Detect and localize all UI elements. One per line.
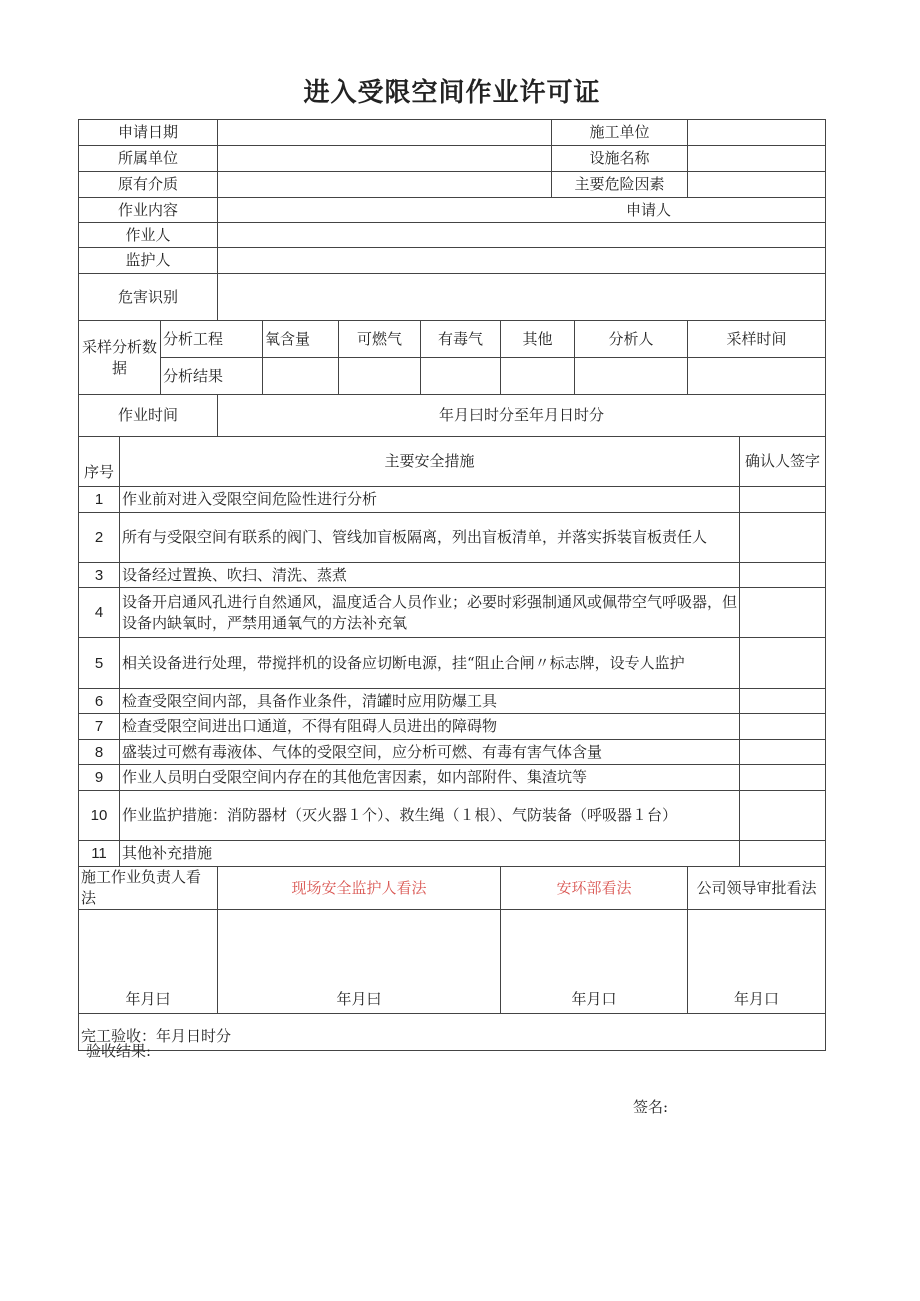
measure-sign[interactable] (740, 487, 826, 513)
oxygen-label: 氧含量 (263, 321, 339, 358)
company-opinion-label: 公司领导审批看法 (688, 867, 826, 910)
measure-text: 作业监护措施：消防器材（灭火器１个）、救生绳（１根）、气防装备（呼吸器１台） (120, 791, 740, 841)
company-opinion-box[interactable] (688, 910, 826, 1014)
measure-no: 10 (79, 791, 120, 841)
measure-no: 7 (79, 714, 120, 740)
measure-sign[interactable] (740, 791, 826, 841)
signature-label: 签名: (633, 1098, 669, 1116)
dept-field[interactable] (218, 146, 552, 172)
supervisor-date: 年月曰 (336, 990, 382, 1008)
measure-text: 设备开启通风孔进行自然通风，温度适合人员作业；必要时彩强制通风或佩带空气呼吸器，但设备内缺氧时，严禁用通氧气的方法补充氧 (120, 588, 740, 638)
analysis-project-label: 分析工程 (161, 321, 263, 358)
measure-sign[interactable] (740, 714, 826, 740)
contractor-field[interactable] (688, 120, 826, 146)
analyst-label: 分析人 (575, 321, 688, 358)
company-date: 年月口 (734, 990, 780, 1008)
ehs-opinion-box[interactable] (501, 910, 688, 1014)
sign-header: 确认人签字 (740, 437, 826, 487)
analyst-value[interactable] (575, 358, 688, 395)
completion-check[interactable]: 完工验收：年月日时分 (79, 1014, 826, 1051)
work-time-label: 作业时间 (79, 395, 218, 437)
leader-opinion-label: 施工作业负责人看法 (79, 867, 218, 910)
measure-no: 4 (79, 588, 120, 638)
toxic-label: 有毒气 (421, 321, 501, 358)
work-content-field[interactable] (218, 198, 826, 223)
supervisor-opinion-box[interactable] (218, 910, 501, 1014)
other-label: 其他 (501, 321, 575, 358)
measure-no: 2 (79, 513, 120, 563)
sampling-time-label: 采样时间 (688, 321, 826, 358)
measure-sign[interactable] (740, 513, 826, 563)
measure-sign[interactable] (740, 841, 826, 867)
flammable-value[interactable] (339, 358, 421, 395)
measure-text: 盛装过可燃有毒液体、气体的受限空间，应分析可燃、有毒有害气体含量 (120, 740, 740, 765)
applicant-label: 申请人 (626, 200, 672, 219)
sampling-time-value[interactable] (688, 358, 826, 395)
measure-no: 5 (79, 638, 120, 689)
measure-text: 相关设备进行处理，带搅拌机的设备应切断电源，挂“阻止合闸〃标志牌，设专人监护 (120, 638, 740, 689)
measures-header: 主要安全措施 (120, 437, 740, 487)
measure-text: 所有与受限空间有联系的阀门、管线加盲板隔离，列出盲板清单，并落实拆装盲板责任人 (120, 513, 740, 563)
supervisor-opinion-label: 现场安全监护人看法 (218, 867, 501, 910)
measure-no: 9 (79, 765, 120, 791)
measure-sign[interactable] (740, 563, 826, 588)
measure-no: 8 (79, 740, 120, 765)
measure-text: 其他补充措施 (120, 841, 740, 867)
facility-field[interactable] (688, 146, 826, 172)
flammable-label: 可燃气 (339, 321, 421, 358)
medium-field[interactable] (218, 172, 552, 198)
no-header: 序号 (79, 437, 120, 487)
permit-form (78, 119, 826, 1051)
analysis-result-label: 分析结果 (161, 358, 263, 395)
measure-text: 设备经过置换、吹扫、清洗、蒸煮 (120, 563, 740, 588)
contractor-label: 施工单位 (552, 120, 688, 146)
apply-date-label: 申请日期 (79, 120, 218, 146)
measure-no: 6 (79, 689, 120, 714)
worker-label: 作业人 (79, 223, 218, 248)
hazard-factor-label: 主要危险因素 (552, 172, 688, 198)
medium-label: 原有介质 (79, 172, 218, 198)
hazard-identify-field[interactable] (218, 274, 826, 321)
measure-text: 作业前对进入受限空间危险性进行分析 (120, 487, 740, 513)
measure-text: 检查受限空间内部，具备作业条件，清罐时应用防爆工具 (120, 689, 740, 714)
measure-sign[interactable] (740, 740, 826, 765)
measure-no: 1 (79, 487, 120, 513)
guardian-field[interactable] (218, 248, 826, 274)
worker-field[interactable] (218, 223, 826, 248)
work-time-value[interactable]: 年月曰时分至年月日时分 (218, 395, 826, 437)
facility-label: 设施名称 (552, 146, 688, 172)
ehs-date: 年月口 (571, 990, 617, 1008)
measure-no: 11 (79, 841, 120, 867)
hazard-factor-field[interactable] (688, 172, 826, 198)
apply-date-field[interactable] (218, 120, 552, 146)
leader-opinion-box[interactable] (79, 910, 218, 1014)
measure-text: 检查受限空间进出口通道，不得有阻碍人员进出的障碍物 (120, 714, 740, 740)
hazard-identify-label: 危害识别 (79, 274, 218, 321)
dept-label: 所属单位 (79, 146, 218, 172)
sampling-label: 采样分析数据 (79, 321, 161, 395)
ehs-opinion-label: 安环部看法 (501, 867, 688, 910)
leader-date: 年月曰 (125, 990, 171, 1008)
other-value[interactable] (501, 358, 575, 395)
toxic-value[interactable] (421, 358, 501, 395)
measure-sign[interactable] (740, 765, 826, 791)
measure-sign[interactable] (740, 588, 826, 638)
measure-sign[interactable] (740, 638, 826, 689)
work-content-label: 作业内容 (79, 198, 218, 223)
guardian-label: 监护人 (79, 248, 218, 274)
acceptance-result-label: 验收结果: (86, 1042, 152, 1060)
oxygen-value[interactable] (263, 358, 339, 395)
measure-no: 3 (79, 563, 120, 588)
measure-text: 作业人员明白受限空间内存在的其他危害因素，如内部附件、集渣坑等 (120, 765, 740, 791)
page-title: 进入受限空间作业许可证 (303, 78, 601, 108)
measure-sign[interactable] (740, 689, 826, 714)
